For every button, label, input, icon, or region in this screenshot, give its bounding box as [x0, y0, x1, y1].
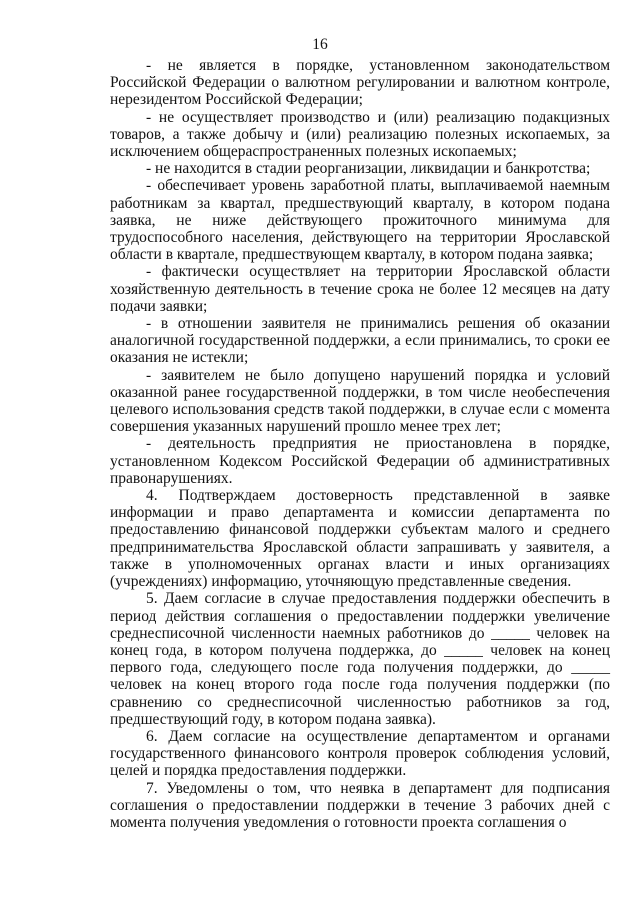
document-body — [110, 57, 610, 831]
paragraph-item-6: 6. Даем согласие на осуществление департаментом и органами государственного финансового контроля проверок соблюдения условий, целей и порядка предоставления поддержки. — [110, 727, 610, 780]
paragraph-activity-term: - фактически осуществляет на территории Ярославской области хозяйственную деятельность в течение срока не более 12 месяцев на дату подачи заявки; — [110, 263, 610, 315]
paragraph-item-4: 4. Подтверждаем достоверность представленной в заявке информации и право департамента и комиссии департамента по предоставлению финансовой поддержки субъектам малого и среднего предпринимательства Ярославской области запрашивать у заявителя, а также в уполномоченных органах власти и иных организациях (учреждениях) информацию, уточняющую представленные сведения. — [110, 487, 610, 591]
paragraph-non-resident: - не является в порядке, установленном законодательством Российской Федерации о валютном регулировании и валютном контроле, нерезидентом Российской Федерации; — [110, 57, 610, 109]
paragraph-item-5: 5. Даем согласие в случае предоставления поддержки обеспечить в период действия соглашения о предоставлении поддержки увеличение среднесписочной численности наемных работников до _____ человек на конец года, в котором получена поддержка, до _____ человек на конец первого года, следующего после года получения поддержки, до _____ человек на конец второго года после года получения поддержки (по сравнению со среднесписочной численностью работников за год, предшествующий году, в котором подана заявка). — [110, 590, 610, 728]
paragraph-suspension: - деятельность предприятия не приостановлена в порядке, установленном Кодексом Российской Федерации об административных правонарушениях. — [110, 435, 610, 487]
paragraph-item-7: 7. Уведомлены о том, что неявка в департамент для подписания соглашения о предоставлении поддержки в течение 3 рабочих дней с момента получения уведомления о готовности проекта соглашения о — [110, 779, 610, 831]
paragraph-violations: - заявителем не было допущено нарушений порядка и условий оказанной ранее государственной поддержки, в том числе необеспечения целевого использования средств такой поддержки, в случае если с момента совершения указанных нарушений прошло менее трех лет; — [110, 366, 610, 436]
paragraph-reorganization: - не находится в стадии реорганизации, ликвидации и банкротства; — [146, 160, 591, 178]
page-number: 16 — [312, 36, 328, 53]
paragraph-similar-support: - в отношении заявителя не принимались решения об оказании аналогичной государственной поддержки, а если принимались, то сроки ее оказания не истекли; — [110, 315, 610, 367]
paragraph-wage-level: - обеспечивает уровень заработной платы, выплачиваемой наемным работникам за квартал, предшествующий кварталу, в котором подана заявка, не ниже действующего прожиточного минимума для трудоспособного населения, действующего на территории Ярославской области в квартале, предшествующем кварталу, в котором подана заявка; — [110, 177, 610, 264]
paragraph-excise-goods: - не осуществляет производство и (или) реализацию подакцизных товаров, а также добычу и (или) реализацию полезных ископаемых, за исключением общераспространенных полезных ископаемых; — [110, 108, 610, 161]
